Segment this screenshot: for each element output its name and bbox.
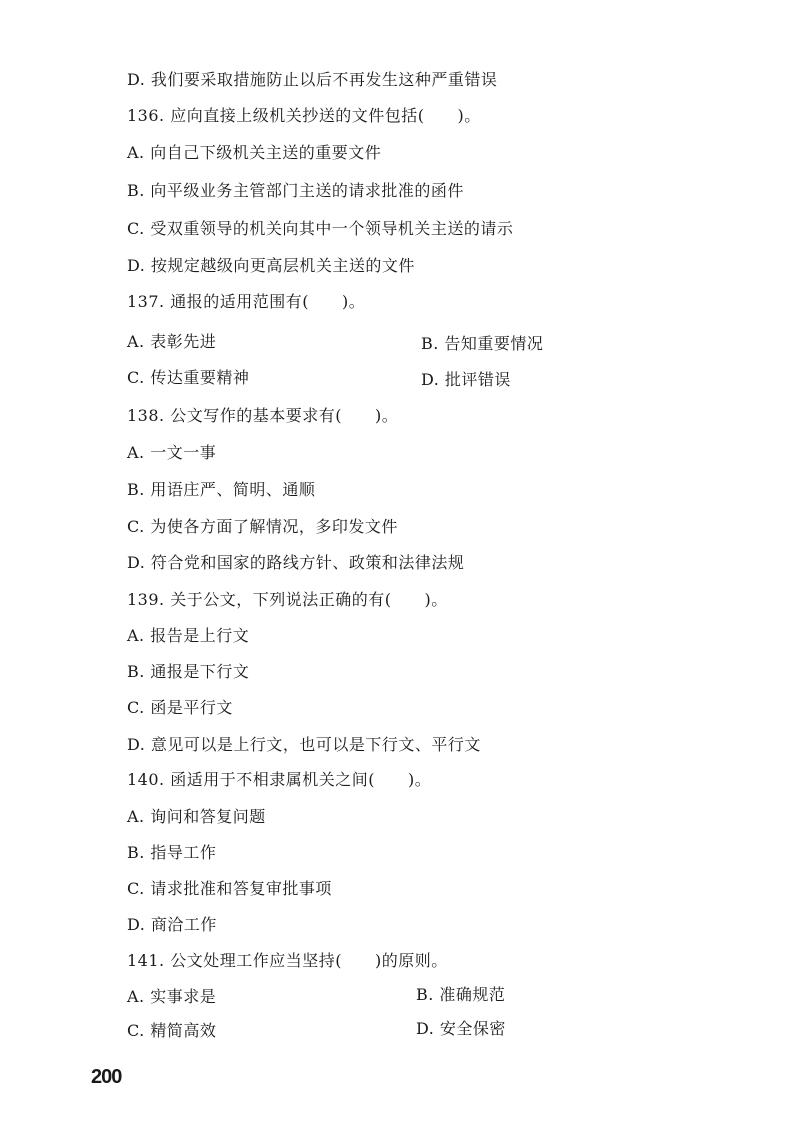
q137-option-c: C. 传达重要精神 [127,368,250,387]
q141-option-c: C. 精简高效 [127,1021,217,1040]
q135-option-d: D. 我们要采取措施防止以后不再发生这种严重错误 [127,70,498,89]
q138-stem: 138. 公文写作的基本要求有( )。 [127,406,399,425]
q138-option-c: C. 为使各方面了解情况，多印发文件 [127,517,398,536]
page-number: 200 [91,1066,122,1088]
q137-stem: 137. 通报的适用范围有( )。 [127,292,366,311]
q136-option-b: B. 向平级业务主管部门主送的请求批准的函件 [127,181,464,200]
q141-option-a: A. 实事求是 [127,987,217,1006]
q139-option-c: C. 函是平行文 [127,698,233,717]
q139-stem: 139. 关于公文，下列说法正确的有( )。 [127,590,448,609]
q139-option-b: B. 通报是下行文 [127,662,250,681]
q140-option-c: C. 请求批准和答复审批事项 [127,879,332,898]
q138-option-d: D. 符合党和国家的路线方针、政策和法律法规 [127,553,465,572]
q140-option-b: B. 指导工作 [127,843,217,862]
q140-stem: 140. 函适用于不相隶属机关之间( )。 [127,770,432,789]
q141-option-d: D. 安全保密 [416,1019,506,1038]
q137-option-a: A. 表彰先进 [127,332,217,351]
q137-option-b: B. 告知重要情况 [421,334,544,353]
q139-option-d: D. 意见可以是上行文，也可以是下行文、平行文 [127,735,481,754]
q138-option-a: A. 一文一事 [127,443,217,462]
q141-stem: 141. 公文处理工作应当坚持( )的原则。 [127,951,448,970]
q140-option-d: D. 商洽工作 [127,915,217,934]
q138-option-b: B. 用语庄严、简明、通顺 [127,480,316,499]
q136-option-c: C. 受双重领导的机关向其中一个领导机关主送的请示 [127,219,514,238]
q136-stem: 136. 应向直接上级机关抄送的文件包括( )。 [127,106,481,125]
q136-option-a: A. 向自己下级机关主送的重要文件 [127,143,382,162]
q139-option-a: A. 报告是上行文 [127,626,250,645]
q136-option-d: D. 按规定越级向更高层机关主送的文件 [127,256,415,275]
q137-option-d: D. 批评错误 [421,370,511,389]
q141-option-b: B. 准确规范 [416,985,506,1004]
q140-option-a: A. 询问和答复问题 [127,807,266,826]
